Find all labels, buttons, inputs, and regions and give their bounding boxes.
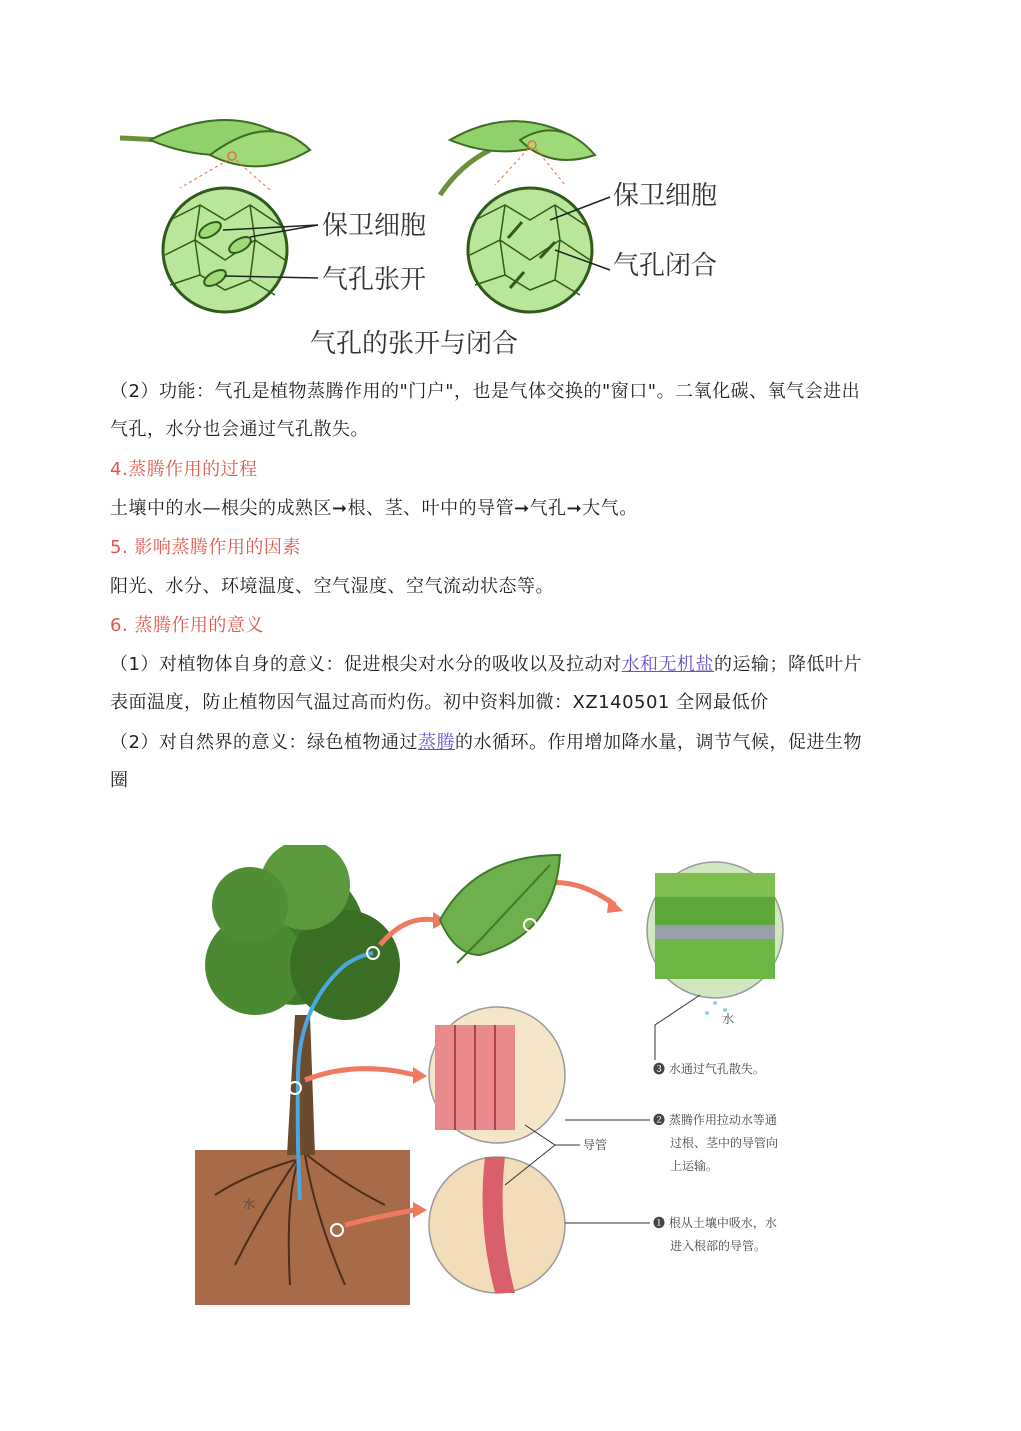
step3-leader (655, 995, 700, 1060)
vessel-label: 导管 (583, 1138, 608, 1152)
step1-line-2: 进入根部的导管。 (670, 1239, 767, 1253)
arrow-head-zoom (607, 897, 623, 913)
step3-text: ❸ 水通过气孔散失。 (653, 1062, 765, 1076)
tree-canopy (205, 845, 400, 1020)
figure-caption: 气孔的张开与闭合 (310, 329, 519, 359)
process-paragraph: 土壤中的水—根尖的成熟区➞根、茎、叶中的导管➞气孔➞大气。 (110, 498, 638, 519)
heading-factors: 5. 影响蒸腾作用的因素 (110, 537, 301, 558)
arrow-head-root (413, 1202, 427, 1218)
meaning1-text-post: 的运输；降低叶片 (713, 654, 862, 675)
function-paragraph (110, 373, 910, 449)
meaning-paragraph-2 (110, 724, 910, 800)
meaning2-text-pre: （2）对自然界的意义：绿色植物通过 (110, 732, 418, 753)
transpiration-figure (195, 845, 825, 1305)
meaning2-line-2: 圈 (110, 770, 129, 791)
meaning1-line-2: 表面温度，防止植物因气温过高而灼伤。初中资料加微：XZ140501 全网最低价 (110, 692, 769, 713)
factors-paragraph: 阳光、水分、环境温度、空气湿度、空气流动状态等。 (110, 576, 554, 597)
leaf-detail (440, 855, 560, 963)
function-line-1: （2）功能：气孔是植物蒸腾作用的"门户"，也是气体交换的"窗口"。二氧化碳、氧气会进出 (110, 381, 861, 402)
water-soil-label: 水 (243, 1197, 256, 1211)
link-water-minerals[interactable]: 水和无机盐 (621, 654, 714, 675)
heading-process: 4.蒸腾作用的过程 (110, 459, 258, 480)
right-stomata-circle (468, 188, 610, 312)
link-transpiration[interactable]: 蒸腾 (417, 732, 455, 753)
function-line-2: 气孔，水分也会通过气孔散失。 (110, 419, 369, 440)
right-leaf (440, 121, 595, 195)
soil (195, 1150, 410, 1305)
meaning2-text-post: 的水循环。作用增加降水量，调节气候，促进生物 (454, 732, 862, 753)
left-guard-cell-label: 保卫细胞 (322, 211, 427, 241)
meaning1-text-pre: （1）对植物体自身的意义：促进根尖对水分的吸收以及拉动对 (110, 654, 622, 675)
step1-line-1: ❶ 根从土壤中吸水，水 (653, 1216, 777, 1230)
left-stomata-circle (163, 188, 318, 312)
step2-line-1: ❷ 蒸腾作用拉动水等通 (653, 1113, 777, 1127)
right-guard-cell-label: 保卫细胞 (613, 181, 718, 211)
water-leaf-label: 水 (722, 1012, 735, 1026)
arrow-head-stem (413, 1067, 427, 1084)
left-stoma-open-label: 气孔张开 (322, 265, 427, 295)
leaf-cross-section (647, 862, 783, 1026)
root-cross-section (429, 1157, 565, 1293)
stomata-figure (110, 110, 770, 370)
heading-meaning: 6. 蒸腾作用的意义 (110, 615, 264, 636)
stem-cross-section (429, 1007, 565, 1143)
arrow-to-stem (305, 1069, 415, 1080)
meaning-paragraph-1 (110, 646, 910, 722)
step2-line-2: 过根、茎中的导管向 (670, 1136, 779, 1150)
left-leaf (120, 120, 310, 190)
step2-line-3: 上运输。 (670, 1159, 719, 1173)
right-stoma-closed-label: 气孔闭合 (613, 251, 718, 281)
